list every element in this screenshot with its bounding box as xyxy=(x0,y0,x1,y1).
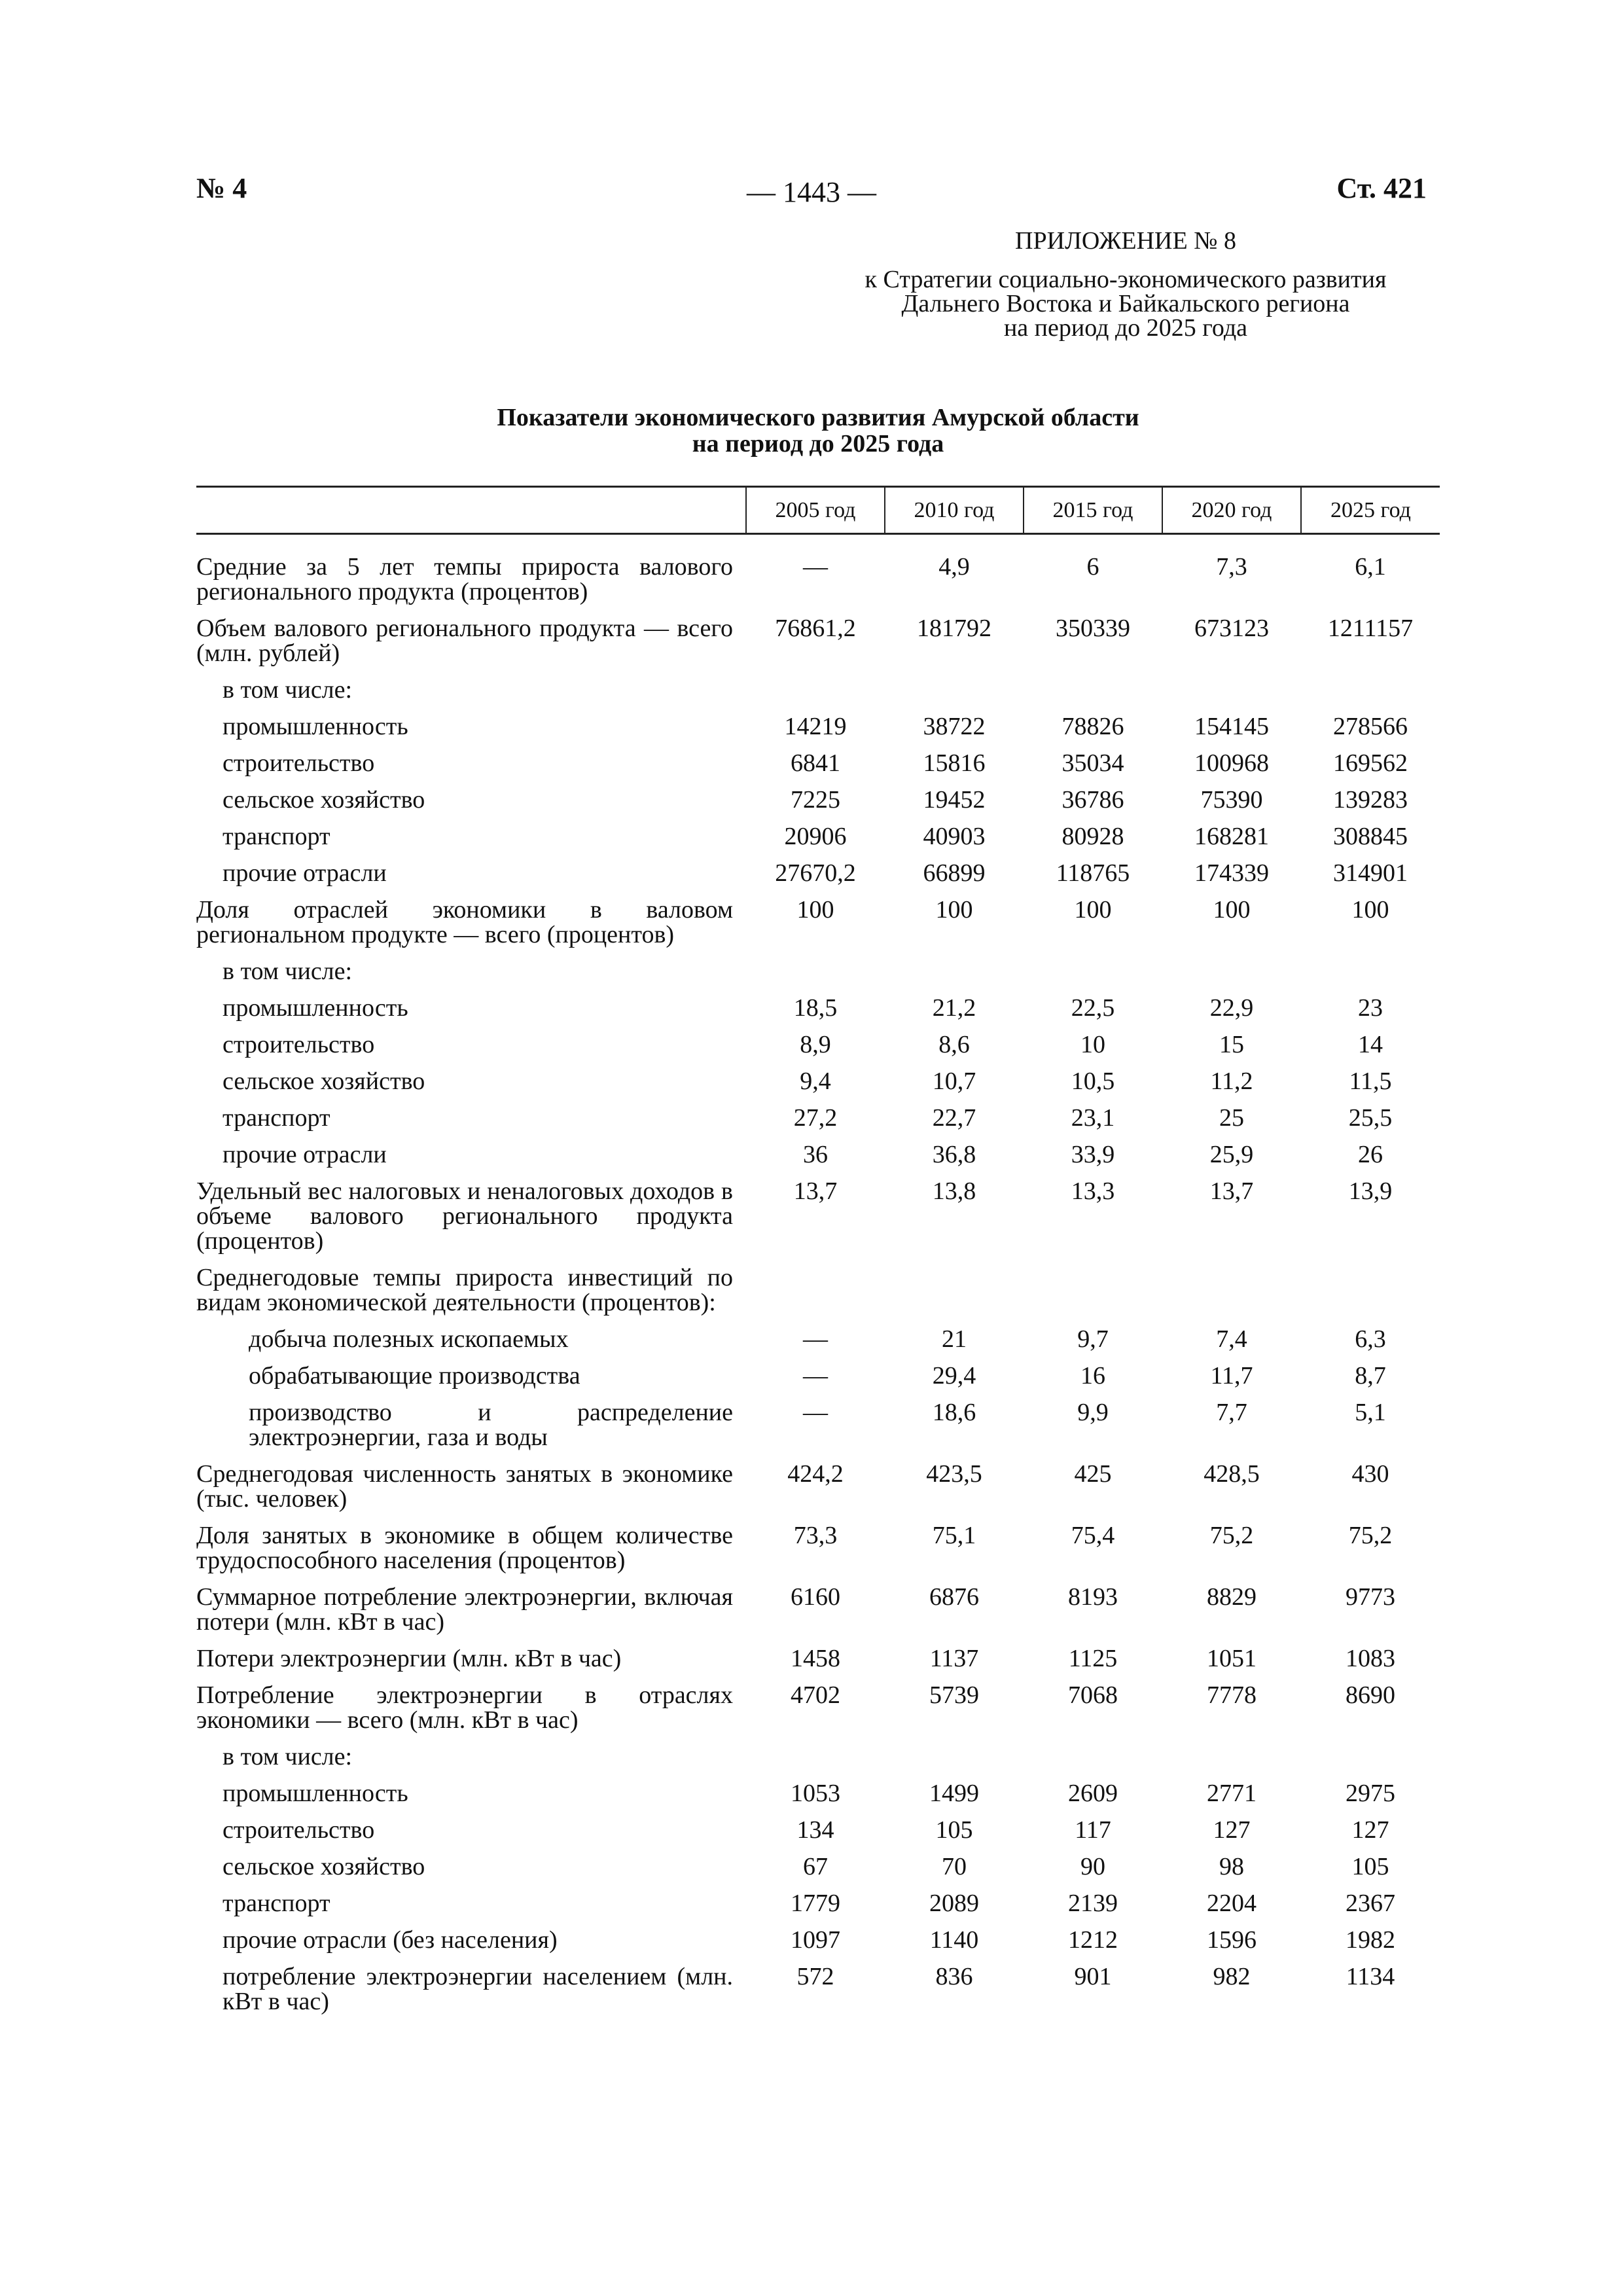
row-label: строительство xyxy=(223,749,375,777)
cell-value: 9,4 xyxy=(800,1067,831,1095)
cell-value: 36 xyxy=(803,1141,828,1168)
cell-value: 14 xyxy=(1358,1031,1383,1058)
cell-value xyxy=(1301,1744,1440,1781)
cell-value: 35034 xyxy=(1061,749,1124,777)
row-label: в том числе: xyxy=(223,958,353,985)
cell-value: 10 xyxy=(1080,1031,1105,1058)
header-year: 2010 год xyxy=(885,487,1024,534)
document-title xyxy=(196,404,1440,457)
table-row xyxy=(196,1265,1440,1327)
cell-value xyxy=(1162,1265,1301,1327)
page-number: — 1443 — xyxy=(747,176,876,208)
cell-value: 6876 xyxy=(929,1583,979,1611)
indicators-table xyxy=(196,486,1440,2026)
row-label: прочие отрасли xyxy=(223,1141,387,1168)
cell-value: 100 xyxy=(935,896,973,924)
cell-value: 7,3 xyxy=(1216,553,1247,581)
cell-value: 11,5 xyxy=(1349,1067,1392,1095)
cell-value: 13,3 xyxy=(1071,1177,1115,1205)
cell-value: 67 xyxy=(803,1853,828,1880)
cell-value: 5,1 xyxy=(1355,1399,1386,1426)
table-row xyxy=(196,1105,1440,1142)
cell-value: 19452 xyxy=(923,786,986,814)
cell-value: 6,3 xyxy=(1355,1325,1386,1353)
cell-value: — xyxy=(803,553,828,581)
annex-line: на период до 2025 года xyxy=(1003,314,1248,342)
table-row xyxy=(196,1400,1440,1462)
cell-value: 174339 xyxy=(1194,859,1269,887)
table-row xyxy=(196,824,1440,861)
section-number: № 4 xyxy=(196,172,247,204)
cell-value: 26 xyxy=(1358,1141,1383,1168)
row-label: транспорт xyxy=(223,823,330,850)
cell-value: 6160 xyxy=(791,1583,840,1611)
cell-value: 16 xyxy=(1080,1362,1105,1390)
cell-value: 23,1 xyxy=(1071,1104,1115,1132)
table-row xyxy=(196,1646,1440,1683)
cell-value: 105 xyxy=(1351,1853,1389,1880)
cell-value: 1053 xyxy=(791,1780,840,1807)
cell-value: 27,2 xyxy=(793,1104,838,1132)
cell-value: 6,1 xyxy=(1355,553,1386,581)
cell-value: 11,2 xyxy=(1210,1067,1253,1095)
cell-value: — xyxy=(803,1399,828,1426)
row-label: промышленность xyxy=(223,994,408,1022)
row-label: потребление электроэнергии населением (млн. кВт в час) xyxy=(223,1963,733,2015)
cell-value: 901 xyxy=(1074,1963,1112,1990)
cell-value xyxy=(1162,1744,1301,1781)
cell-value: 8690 xyxy=(1346,1681,1395,1709)
cell-value: 9773 xyxy=(1346,1583,1395,1611)
cell-value: 75,2 xyxy=(1348,1522,1393,1549)
cell-value: 20906 xyxy=(784,823,847,850)
cell-value: 117 xyxy=(1075,1816,1111,1844)
cell-value: 118765 xyxy=(1056,859,1130,887)
table-row xyxy=(196,1818,1440,1854)
cell-value: 75,1 xyxy=(932,1522,976,1549)
cell-value: 127 xyxy=(1351,1816,1389,1844)
cell-value: 428,5 xyxy=(1204,1460,1260,1488)
row-label: транспорт xyxy=(223,1890,330,1917)
cell-value: 25,5 xyxy=(1348,1104,1393,1132)
cell-value: 2089 xyxy=(929,1890,979,1917)
cell-value: 1499 xyxy=(929,1780,979,1807)
cell-value: 168281 xyxy=(1194,823,1269,850)
cell-value: 100968 xyxy=(1194,749,1269,777)
row-label: Среднегодовые темпы прироста инвестиций по видам экономической деятельности (процентов): xyxy=(196,1264,733,1316)
cell-value: 36786 xyxy=(1061,786,1124,814)
cell-value: 25,9 xyxy=(1209,1141,1254,1168)
table-row xyxy=(196,1179,1440,1265)
cell-value: 10,5 xyxy=(1071,1067,1115,1095)
cell-value: 1134 xyxy=(1346,1963,1395,1990)
cell-value xyxy=(746,959,885,996)
table-row xyxy=(196,959,1440,996)
header-year: 2005 год xyxy=(746,487,885,534)
row-label: прочие отрасли (без населения) xyxy=(223,1926,558,1954)
row-label: в том числе: xyxy=(223,1743,353,1770)
table-row xyxy=(196,861,1440,897)
cell-value: 13,8 xyxy=(932,1177,976,1205)
cell-value xyxy=(1301,959,1440,996)
cell-value: 1097 xyxy=(791,1926,840,1954)
header-year: 2020 год xyxy=(1162,487,1301,534)
table-row xyxy=(196,714,1440,751)
row-label: Потребление электроэнергии в отраслях экономики — всего (млн. кВт в час) xyxy=(196,1681,733,1734)
table-row xyxy=(196,1142,1440,1179)
cell-value: 40903 xyxy=(923,823,986,850)
cell-value: 15816 xyxy=(923,749,986,777)
table-row xyxy=(196,1523,1440,1585)
cell-value: 100 xyxy=(1213,896,1251,924)
cell-value: 1137 xyxy=(929,1645,979,1672)
cell-value: 314901 xyxy=(1333,859,1408,887)
row-label: прочие отрасли xyxy=(223,859,387,887)
cell-value: 181792 xyxy=(917,615,991,642)
cell-value: 8,6 xyxy=(938,1031,970,1058)
row-label: сельское хозяйство xyxy=(223,1853,425,1880)
cell-value: 76861,2 xyxy=(775,615,856,642)
cell-value: 1779 xyxy=(791,1890,840,1917)
cell-value xyxy=(1162,677,1301,714)
cell-value: 75,2 xyxy=(1209,1522,1254,1549)
cell-value: 1212 xyxy=(1068,1926,1118,1954)
cell-value: 18,5 xyxy=(793,994,838,1022)
cell-value: 139283 xyxy=(1333,786,1408,814)
cell-value: 100 xyxy=(1074,896,1112,924)
table-row xyxy=(196,897,1440,959)
cell-value xyxy=(746,1265,885,1327)
cell-value: 7,7 xyxy=(1216,1399,1247,1426)
annex-line: к Стратегии социально-экономического развития xyxy=(865,266,1387,293)
header-year: 2015 год xyxy=(1024,487,1162,534)
row-label: транспорт xyxy=(223,1104,330,1132)
cell-value: 7225 xyxy=(791,786,840,814)
cell-value: 100 xyxy=(1351,896,1389,924)
cell-value: 7778 xyxy=(1207,1681,1257,1709)
header-year: 2025 год xyxy=(1301,487,1440,534)
cell-value: 73,3 xyxy=(793,1522,838,1549)
cell-value: 4,9 xyxy=(938,553,970,581)
cell-value: 22,7 xyxy=(932,1104,976,1132)
cell-value: 278566 xyxy=(1333,713,1408,740)
table-row xyxy=(196,616,1440,677)
cell-value: 8,7 xyxy=(1355,1362,1386,1390)
cell-value: 9,9 xyxy=(1077,1399,1109,1426)
cell-value: 100 xyxy=(796,896,834,924)
table-row xyxy=(196,1462,1440,1523)
cell-value: 22,5 xyxy=(1071,994,1115,1022)
cell-value: 6 xyxy=(1086,553,1099,581)
cell-value: 424,2 xyxy=(787,1460,844,1488)
cell-value xyxy=(885,1744,1024,1781)
cell-value: 308845 xyxy=(1333,823,1408,850)
header-indicator xyxy=(196,487,746,534)
table-row xyxy=(196,677,1440,714)
row-label: производство и распределение электроэнергии, газа и воды xyxy=(249,1399,733,1451)
cell-value xyxy=(1024,677,1162,714)
cell-value: 66899 xyxy=(923,859,986,887)
cell-value: 8,9 xyxy=(800,1031,831,1058)
cell-value: — xyxy=(803,1362,828,1390)
row-label: Потери электроэнергии (млн. кВт в час) xyxy=(196,1645,622,1672)
cell-value: 27670,2 xyxy=(775,859,856,887)
cell-value: 2204 xyxy=(1207,1890,1257,1917)
cell-value: 425 xyxy=(1074,1460,1112,1488)
cell-value: 134 xyxy=(796,1816,834,1844)
table-row xyxy=(196,787,1440,824)
cell-value: 14219 xyxy=(784,713,847,740)
table-row xyxy=(196,1585,1440,1646)
cell-value: 7,4 xyxy=(1216,1325,1247,1353)
table-row xyxy=(196,1781,1440,1818)
table-row xyxy=(196,1744,1440,1781)
row-label: добыча полезных ископаемых xyxy=(249,1325,569,1353)
table-header-row xyxy=(196,487,1440,534)
cell-value: 572 xyxy=(796,1963,834,1990)
cell-value: 8829 xyxy=(1207,1583,1257,1611)
table-row xyxy=(196,1928,1440,1964)
row-label: Доля занятых в экономике в общем количестве трудоспособного населения (процентов) xyxy=(196,1522,733,1574)
row-label: Среднегодовая численность занятых в экономике (тыс. человек) xyxy=(196,1460,733,1513)
cell-value: 18,6 xyxy=(932,1399,976,1426)
cell-value: 1596 xyxy=(1207,1926,1257,1954)
article-number: Ст. 421 xyxy=(1336,172,1427,204)
cell-value: 2771 xyxy=(1207,1780,1257,1807)
cell-value: 1211157 xyxy=(1327,615,1414,642)
annex-line: Дальнего Востока и Байкальского региона xyxy=(901,290,1350,317)
cell-value: 1125 xyxy=(1068,1645,1118,1672)
table-row xyxy=(196,1683,1440,1744)
cell-value: 9,7 xyxy=(1077,1325,1109,1353)
cell-value: 29,4 xyxy=(932,1362,976,1390)
row-label: Суммарное потребление электроэнергии, включая потери (млн. кВт в час) xyxy=(196,1583,733,1636)
table-row xyxy=(196,1964,1440,2026)
table-row xyxy=(196,751,1440,787)
cell-value xyxy=(1301,1265,1440,1327)
cell-value: 38722 xyxy=(923,713,986,740)
title-line-1: Показатели экономического развития Амурской области xyxy=(497,404,1139,431)
cell-value: 13,9 xyxy=(1348,1177,1393,1205)
cell-value: 5739 xyxy=(929,1681,979,1709)
cell-value: 80928 xyxy=(1061,823,1124,850)
cell-value: 2139 xyxy=(1068,1890,1118,1917)
row-label: сельское хозяйство xyxy=(223,786,425,814)
cell-value xyxy=(1024,959,1162,996)
table-row xyxy=(196,1069,1440,1105)
row-label: промышленность xyxy=(223,713,408,740)
cell-value xyxy=(746,677,885,714)
row-label: Объем валового регионального продукта — всего (млн. рублей) xyxy=(196,615,733,667)
cell-value: 15 xyxy=(1219,1031,1244,1058)
cell-value: 75,4 xyxy=(1071,1522,1115,1549)
cell-value: 2975 xyxy=(1346,1780,1395,1807)
cell-value: 1051 xyxy=(1207,1645,1257,1672)
cell-value: 10,7 xyxy=(932,1067,976,1095)
cell-value: 2367 xyxy=(1346,1890,1395,1917)
annex-block xyxy=(812,229,1440,340)
cell-value: 127 xyxy=(1213,1816,1251,1844)
row-label: сельское хозяйство xyxy=(223,1067,425,1095)
cell-value: 11,7 xyxy=(1210,1362,1253,1390)
cell-value: 21,2 xyxy=(932,994,976,1022)
cell-value: 1458 xyxy=(791,1645,840,1672)
cell-value: 90 xyxy=(1080,1853,1105,1880)
cell-value: 2609 xyxy=(1068,1780,1118,1807)
cell-value: 78826 xyxy=(1061,713,1124,740)
cell-value: 75390 xyxy=(1200,786,1263,814)
cell-value: 1982 xyxy=(1346,1926,1395,1954)
cell-value: — xyxy=(803,1325,828,1353)
annex-title: ПРИЛОЖЕНИЕ № 8 xyxy=(1015,227,1236,255)
cell-value: 1140 xyxy=(929,1926,979,1954)
cell-value: 6841 xyxy=(791,749,840,777)
cell-value: 25 xyxy=(1219,1104,1244,1132)
row-label: Удельный вес налоговых и неналоговых доходов в объеме валового регионального продукта (процентов) xyxy=(196,1177,733,1255)
cell-value: 8193 xyxy=(1068,1583,1118,1611)
title-line-2: на период до 2025 года xyxy=(692,430,944,457)
cell-value: 13,7 xyxy=(793,1177,838,1205)
cell-value: 22,9 xyxy=(1209,994,1254,1022)
cell-value: 21 xyxy=(942,1325,967,1353)
cell-value: 154145 xyxy=(1194,713,1269,740)
cell-value: 169562 xyxy=(1333,749,1408,777)
row-label: Средние за 5 лет темпы прироста валового регионального продукта (процентов) xyxy=(196,553,733,605)
cell-value: 13,7 xyxy=(1209,1177,1254,1205)
cell-value: 4702 xyxy=(791,1681,840,1709)
row-label: обрабатывающие производства xyxy=(249,1362,580,1390)
table-row xyxy=(196,1327,1440,1363)
cell-value: 33,9 xyxy=(1071,1141,1115,1168)
cell-value: 98 xyxy=(1219,1853,1244,1880)
cell-value: 70 xyxy=(942,1853,967,1880)
row-label: промышленность xyxy=(223,1780,408,1807)
cell-value xyxy=(885,959,1024,996)
cell-value: 23 xyxy=(1358,994,1383,1022)
cell-value: 423,5 xyxy=(926,1460,982,1488)
cell-value: 350339 xyxy=(1056,615,1130,642)
cell-value xyxy=(1024,1744,1162,1781)
row-label: строительство xyxy=(223,1031,375,1058)
cell-value: 982 xyxy=(1213,1963,1251,1990)
table-row xyxy=(196,1363,1440,1400)
table-row xyxy=(196,1032,1440,1069)
cell-value: 836 xyxy=(935,1963,973,1990)
row-label: Доля отраслей экономики в валовом региональном продукте — всего (процентов) xyxy=(196,896,733,948)
cell-value xyxy=(1162,959,1301,996)
cell-value xyxy=(885,1265,1024,1327)
table-row xyxy=(196,534,1440,617)
cell-value: 36,8 xyxy=(932,1141,976,1168)
cell-value xyxy=(1024,1265,1162,1327)
row-label: строительство xyxy=(223,1816,375,1844)
cell-value: 7068 xyxy=(1068,1681,1118,1709)
cell-value xyxy=(885,677,1024,714)
table-row xyxy=(196,1891,1440,1928)
cell-value: 105 xyxy=(935,1816,973,1844)
table-row xyxy=(196,996,1440,1032)
table-row xyxy=(196,1854,1440,1891)
cell-value: 673123 xyxy=(1194,615,1269,642)
cell-value: 1083 xyxy=(1346,1645,1395,1672)
cell-value: 430 xyxy=(1351,1460,1389,1488)
row-label: в том числе: xyxy=(223,676,353,704)
cell-value xyxy=(1301,677,1440,714)
cell-value xyxy=(746,1744,885,1781)
